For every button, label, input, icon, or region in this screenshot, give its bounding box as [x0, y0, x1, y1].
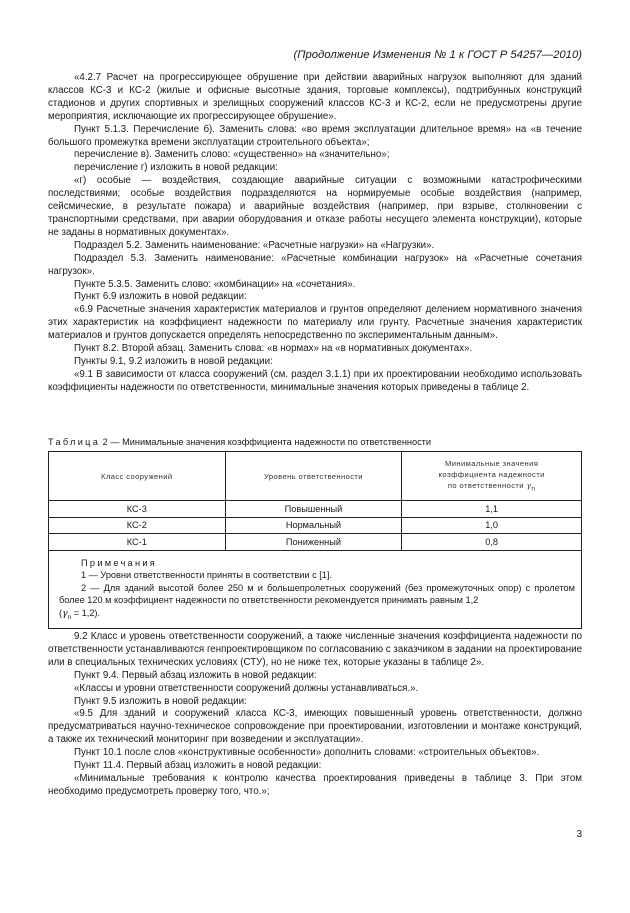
paragraph: Пункт 5.1.3. Перечисление б). Заменить слова: «во время эксплуатации длительное время» на «в течение большого промежутка времени эксплуатации строительного объекта»;: [48, 123, 582, 148]
paragraph: «9.1 В зависимости от класса сооружений (см. раздел 3.1.1) при их проектировании необходимо использовать коэффициенты надежности по ответственности, минимальные значения которых приведены в таблице 2.: [48, 368, 582, 393]
cell-class: КС-2: [49, 517, 226, 534]
table-notes-row: [49, 550, 582, 629]
table-row: [49, 534, 582, 551]
formula-close: = 1,2).: [71, 607, 101, 618]
paragraph: перечисление г) изложить в новой редакции:: [74, 162, 278, 174]
cell-level: Повышенный: [225, 501, 402, 518]
header-coefficient-line3: [402, 480, 581, 495]
body-text-top: [48, 72, 582, 395]
paragraph: «Классы и уровни ответственности сооружений должны устанавливаться.».: [74, 682, 419, 694]
running-header: (Продолжение Изменения № 1 к ГОСТ Р 54257—2010): [293, 49, 582, 61]
note-2-formula: [59, 607, 101, 621]
paragraph: Пункт 10.1 после слов «конструктивные особенности» дополнить словами: «строительных объектов».: [74, 747, 540, 759]
cell-value: 1,1: [402, 501, 582, 518]
paragraph: 9.2 Класс и уровень ответственности сооружений, а также численные значения коэффициента надежности по ответственности устанавливаются генпроектировщиком по согласованию с заказчиком в задании на проектирование или в специальных технических условиях (СТУ), но не ниже тех, которые указаны в таблице 2».: [48, 631, 582, 668]
cell-value: 1,0: [402, 517, 582, 534]
note-1: 1 — Уровни ответственности приняты в соответствии с [1].: [81, 570, 333, 581]
paragraph: Подраздел 5.3. Заменить наименование: «Расчетные комбинации нагрузок» на «Расчетные сочетания нагрузок».: [48, 252, 582, 277]
body-text-bottom: [48, 631, 582, 799]
table-caption: [48, 436, 582, 448]
note-2-text: 2 — Для зданий высотой более 250 м и большепролетных сооружений (без промежуточных опор) с пролетом более 120 м коэффициент надежности по ответственности рекомендуется принимать равным 1,2: [59, 582, 575, 606]
paragraph: «9.5 Для зданий и сооружений класса КС-3, имеющих повышенный уровень ответственности, должно предусматриваться научно-техническое сопровождение при проектировании, изготовлении и монтаже конструкций, а также их технический мониторинг при возведении и эксплуатации».: [48, 708, 582, 746]
paragraph: «6.9 Расчетные значения характеристик материалов и грунтов определяют делением нормативного значения этих характеристик на коэффициент надежности по материалу или грунту. Расчетные значения характеристик материалов и грунтов допускается определять непосредственно по экспериментальным данным».: [48, 304, 582, 342]
reliability-table: [48, 451, 582, 629]
header-level: Уровень ответственности: [225, 452, 402, 501]
paragraph: «Минимальные требования к контролю качества проектирования приведены в таблице 3. При этом необходимо предусмотреть проверку того, что.»;: [48, 772, 582, 797]
header-class: Класс сооружений: [49, 452, 226, 501]
paragraph: Пункты 9.1, 9.2 изложить в новой редакции:: [74, 355, 273, 367]
paragraph: Пункте 5.3.5. Заменить слово: «комбинации» на «сочетания».: [74, 278, 356, 290]
table-row: [49, 501, 582, 518]
cell-class: КС-1: [49, 534, 226, 551]
cell-level: Пониженный: [225, 534, 402, 551]
paragraph: перечисление в). Заменить слово: «существенно» на «значительно»;: [74, 149, 390, 161]
paragraph: Пункт 8.2. Второй абзац. Заменить слова: «в нормах» на «в нормативных документах».: [74, 343, 473, 355]
paragraph: Пункт 9.5 изложить в новой редакции:: [74, 695, 247, 707]
paragraph: «4.2.7 Расчет на прогрессирующее обрушение при действии аварийных нагрузок выполняют для зданий классов КС-3 и КС-2 (жилые и офисные высотные здания, торговые комплексы), подтрибунных конструкций стадионов и других спортивных и зрелищных сооружений классов КС-3 и КС-2, если не предусмотрены другие мероприятия, исключающие их прогрессирующее обрушение».: [48, 72, 582, 122]
table-caption-text: 2 — Минимальные значения коэффициента надежности по ответственности: [100, 437, 432, 447]
gamma-symbol: γ: [62, 607, 68, 619]
gamma-subscript: n: [67, 613, 72, 621]
formula-open: (: [59, 607, 63, 618]
header-coefficient-line3-text: по ответственности: [447, 480, 524, 490]
table-row: [49, 517, 582, 534]
cell-class: КС-3: [49, 501, 226, 518]
page-number: 3: [576, 829, 582, 840]
header-coefficient-line2: коэффициента надежности: [438, 469, 545, 479]
gamma-symbol: γ: [526, 480, 532, 490]
paragraph: Пункт 9.4. Первый абзац изложить в новой редакции:: [74, 669, 317, 681]
paragraph: Пункт 6.9 изложить в новой редакции:: [74, 291, 247, 303]
cell-level: Нормальный: [225, 517, 402, 534]
table-notes: [49, 550, 582, 629]
notes-title: Примечания: [81, 557, 158, 568]
table-header-row: [49, 452, 582, 501]
header-coefficient-line1: Минимальные значения: [445, 458, 539, 468]
cell-value: 0,8: [402, 534, 582, 551]
table-caption-prefix: Таблица: [48, 437, 101, 447]
note-2: [59, 582, 575, 625]
gamma-subscript: n: [531, 485, 536, 493]
paragraph: Подраздел 5.2. Заменить наименование: «Расчетные нагрузки» на «Нагрузки».: [74, 239, 435, 251]
paragraph: «г) особые — воздействия, создающие аварийные ситуации с возможными катастрофическими последствиями; особые воздействия подразделяются на нормируемые особые воздействия (например, сейсмические, в результате пожара) и аварийные воздействия (например, при взрыве, столкновении с транспортными средствами, при аварии оборудования и отказе работы несущего элемента конструкции), которые не заданы в нормативных документах».: [48, 175, 582, 238]
header-coefficient: [402, 452, 582, 501]
paragraph: Пункт 11.4. Первый абзац изложить в новой редакции:: [74, 760, 322, 772]
